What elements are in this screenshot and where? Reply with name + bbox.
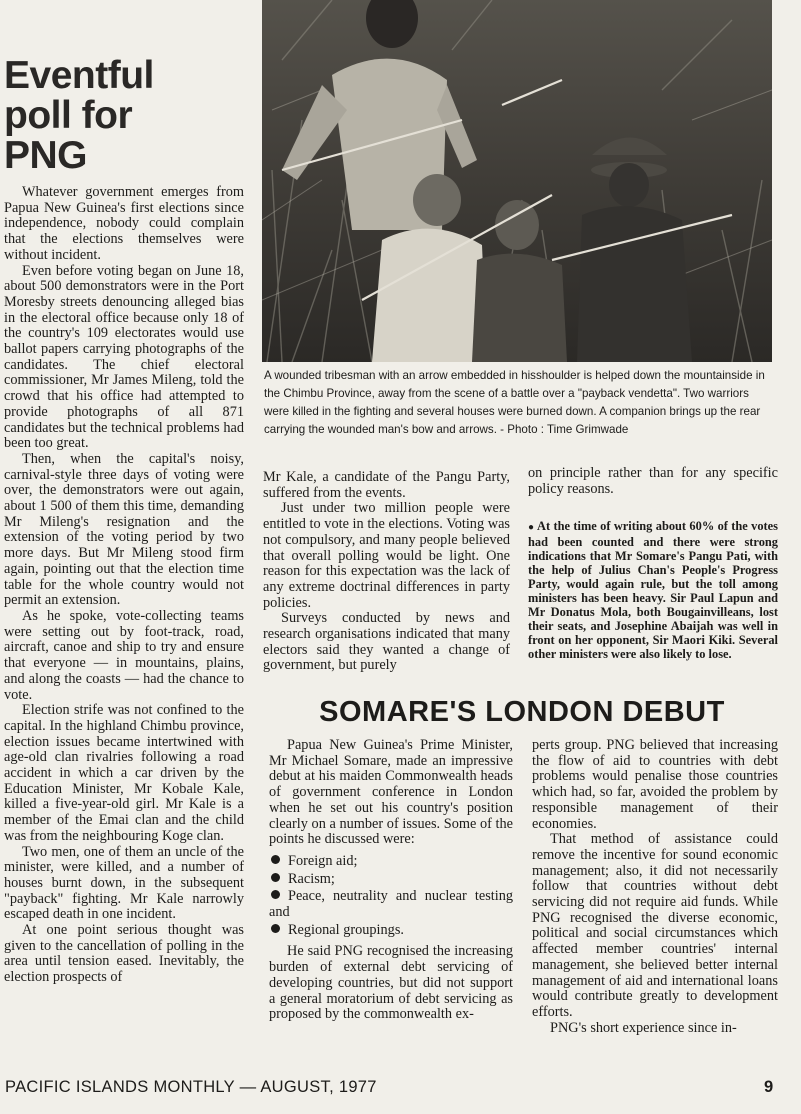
paragraph: Papua New Guinea's Prime Minister, Mr Michael Somare, made an impressive debut at his maiden Commonwealth heads of government conference in London when he set out his country's position clearly on a number of issues. Some of the points he discussed were: bbox=[269, 737, 513, 848]
article-column-2 bbox=[263, 470, 510, 674]
paragraph: Election strife was not confined to the capital. In the highland Chimbu province, election issues became intertwined with age-old clan rivalries following a road accident in which a car driven by the Education Minister, Mr Kobale Kale, killed a five-year-old girl. Mr Kale is a member of the Emai clan and the child was from the neighbouring Koge clan. bbox=[4, 702, 244, 844]
article2-column-1 bbox=[269, 738, 513, 1023]
paragraph: That method of assistance could remove the incentive for sound economic management; also, it did not necessarily follow that countries without debt servicing did not require aid funds. While PNG recognised the diverse economic, political and social circumstances which affected member countries' internal management, she believed better internal management of aid and international loans would contribute greatly to development efforts. bbox=[532, 831, 778, 1020]
paragraph: Just under two million people were entitled to vote in the elections. Voting was not compulsory, and many people believed that overall polling would be light. One reason for this expectation was the lack of any extreme doctrinal differences in party policies. bbox=[263, 500, 510, 611]
list-item: Peace, neutrality and nuclear testing and bbox=[269, 888, 513, 921]
paragraph: He said PNG recognised the increasing burden of external debt servicing of developing countries, but did not support a general moratorium of debt servicing as proposed by the commonwealth ex- bbox=[269, 943, 513, 1023]
bullet-icon bbox=[271, 924, 280, 933]
late-news-note bbox=[528, 519, 778, 661]
list-item: Foreign aid; bbox=[269, 854, 513, 870]
list-item: Racism; bbox=[269, 872, 513, 888]
paragraph: perts group. PNG believed that increasing the flow of aid to countries with debt problems would penalise those countries which had, so far, avoided the problem by responsible management of their economies. bbox=[532, 737, 778, 832]
article2-column-2 bbox=[532, 738, 778, 1036]
paragraph: on principle rather than for any specific policy reasons. bbox=[528, 465, 778, 497]
bullet-icon bbox=[271, 855, 280, 864]
article2-headline: SOMARE'S LONDON DEBUT bbox=[319, 696, 725, 728]
page-number: 9 bbox=[764, 1078, 774, 1096]
paragraph: PNG's short experience since in- bbox=[550, 1019, 737, 1036]
headline-line: PNG bbox=[4, 134, 88, 177]
tribesmen-photo-illustration bbox=[262, 0, 772, 362]
paragraph: As he spoke, vote-collecting teams were setting out by foot-track, road, aircraft, canoe and ship to try and ensure that everyone — in mountains, plains, and along the coasts — had the chance to vote. bbox=[4, 607, 244, 703]
photo-caption: A wounded tribesman with an arrow embedded in hisshoulder is helped down the mountainside in the Chimbu Province, away from the scene of a battle over a "payback vendetta". Two warriors were killed in the fighting and several houses were burned down. A companion brings up the rear carrying the wounded man's bow and arrows. - Photo : Time Grimwade bbox=[264, 369, 765, 436]
bullet-icon bbox=[271, 873, 280, 882]
publication-footer: PACIFIC ISLANDS MONTHLY — AUGUST, 1977 bbox=[5, 1078, 377, 1096]
paragraph: Even before voting began on June 18, about 500 demonstrators were in the Port Moresby streets denouncing alleged bias in the electoral office because only 18 of the country's 109 electorates would use ballot papers carrying photographs of the candidates. The chief electoral commissioner, Mr James Mileng, told the crowd that his office had attempted to provide photographs of all 871 candidates but the technical problems had been too great. bbox=[4, 262, 244, 452]
bullet-icon: ● bbox=[528, 522, 535, 534]
paragraph: At one point serious thought was given to the cancellation of polling in the area until tension eased. Inevitably, the election prospects of bbox=[4, 922, 244, 986]
article-column-3 bbox=[528, 466, 778, 661]
list-item: Regional groupings. bbox=[269, 923, 513, 939]
paragraph: Surveys conducted by news and research organisations indicated that many electors said they wanted a change of government, but purely bbox=[263, 610, 510, 674]
paragraph: Then, when the capital's noisy, carnival-style three days of voting were over, the demonstrators were out again, about 1 500 of them this time, demanding Mr Mileng's resignation and the extension of the voting period by two more days. But Mr Mileng stood firm again, pointing out that the election time table for the whole country would not permit an extension. bbox=[4, 450, 244, 609]
paragraph: Two men, one of them an uncle of the minister, were killed, and a number of houses burnt down, in the subsequent "payback" fighting. Mr Kale narrowly escaped death in one incident. bbox=[4, 843, 244, 923]
bullet-icon bbox=[271, 890, 280, 899]
paragraph: Whatever government emerges from Papua New Guinea's first elections since independence, nobody could complain that the elections themselves were without incident. bbox=[4, 184, 244, 263]
late-news-text: At the time of writing about 60% of the votes had been counted and there were strong indications that Mr Somare's Pangu Pati, with the help of Julius Chan's People's Progress Party, would again rule, but the toll among ministers has been heavy. Sir Paul Lapun and Mr Donatus Mola, both Bougainvilleans, lost their seats, and Josephine Abaijah was well in front on her opponent, Sir Maori Kiki. Several other ministers were also likely to lose. bbox=[528, 519, 779, 662]
news-photo bbox=[262, 0, 772, 362]
article-headline bbox=[4, 56, 254, 176]
discussion-points-list bbox=[269, 854, 513, 939]
paragraph: Mr Kale, a candidate of the Pangu Party, suffered from the events. bbox=[263, 469, 510, 501]
headline-line: Eventful bbox=[4, 54, 154, 97]
article-column-1 bbox=[4, 185, 244, 986]
headline-line: poll for bbox=[4, 94, 133, 137]
